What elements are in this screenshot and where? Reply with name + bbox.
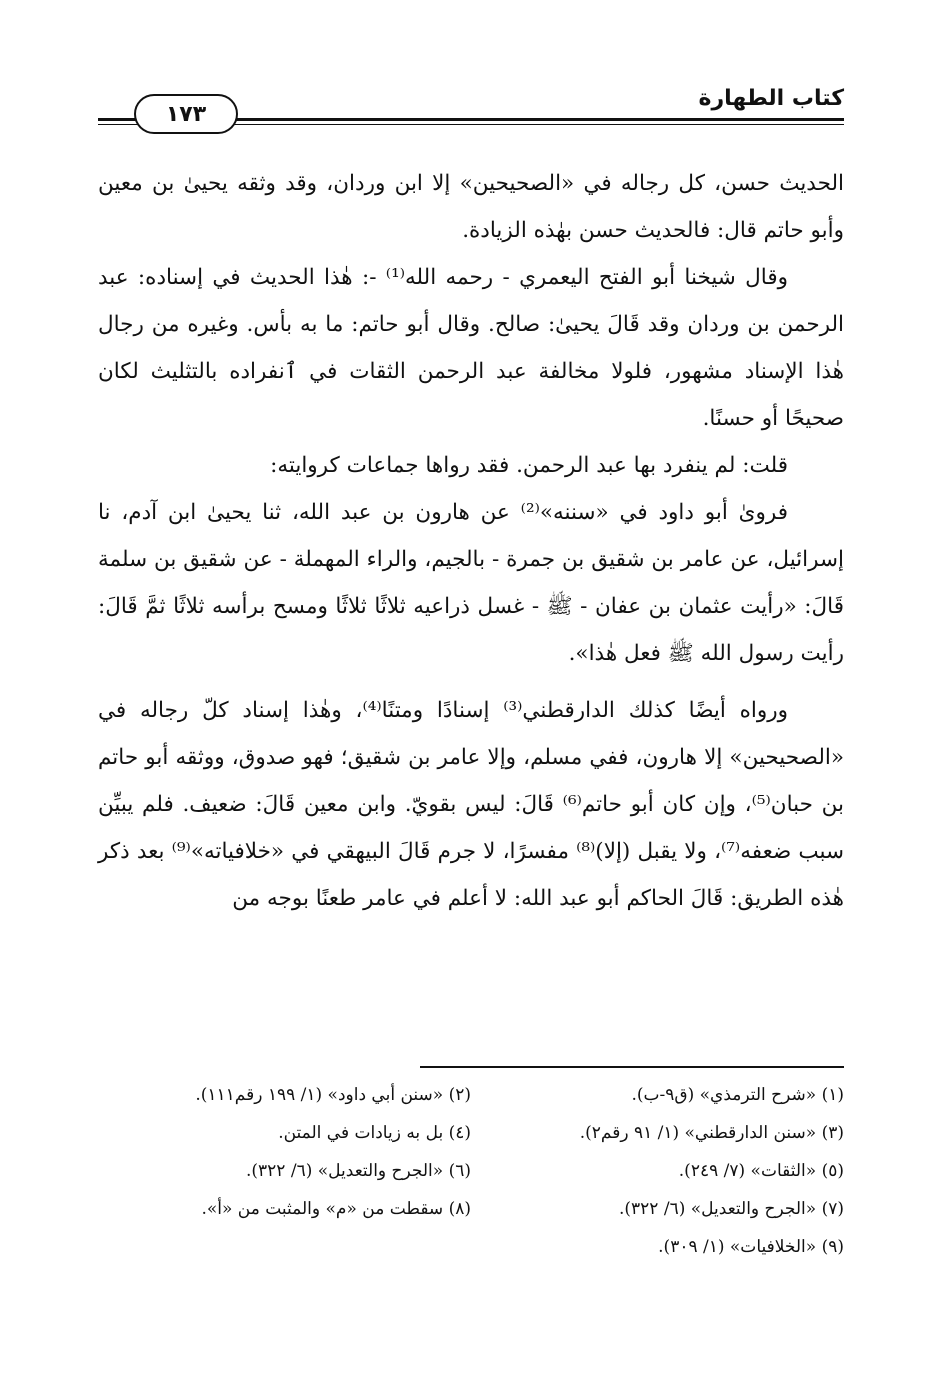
footnote-7: (٧) «الجرح والتعديل» (٦/ ٣٢٢). xyxy=(619,1199,844,1219)
footnotes xyxy=(98,1076,844,1266)
footnote-2: (٢) «سنن أبي داود» (١/ ١٩٩ رقم١١١). xyxy=(195,1085,471,1105)
paragraph: قلت: لم ينفرد بها عبد الرحمن. فقد رواها جماعات كروايته: xyxy=(270,453,788,478)
footnote-5: (٥) «الثقات» (٧/ ٢٤٩). xyxy=(678,1161,844,1181)
footnote-8: (٨) سقطت من «م» والمثبت من «أ». xyxy=(201,1199,471,1219)
footnote-row xyxy=(98,1152,844,1190)
footnote-1: (١) «شرح الترمذي» (ق٩-ب). xyxy=(631,1085,844,1105)
page-header xyxy=(98,82,844,132)
running-title: كتاب الطهارة xyxy=(698,86,844,111)
footnote-row xyxy=(98,1076,844,1114)
paragraph: فروىٰ أبو داود في «سننه»⁽²⁾ عن هارون بن عبد الله، ثنا يحيىٰ ابن آدم، نا إسرائيل، عن عامر بن شقيق بن جمرة - بالجيم، والراء المهملة - عن شقيق بن سلمة قَالَ: «رأيت عثمان بن عفان - ﷺ - غسل ذراعيه ثلاثًا ثلاثًا ومسح برأسه ثلاثًا ثمَّ قَالَ: رأيت رسول الله ﷺ فعل هٰذا». xyxy=(98,500,844,666)
paragraph: الحديث حسن، كل رجاله في «الصحيحين» إلا ابن وردان، وقد وثقه يحيىٰ بن معين وأبو حاتم قال: فالحديث حسن بهٰذه الزيادة. xyxy=(98,171,844,243)
footnote-row xyxy=(98,1114,844,1152)
footnote-row xyxy=(98,1190,844,1228)
footnote-separator xyxy=(420,1066,844,1068)
paragraph: وقال شيخنا أبو الفتح اليعمري - رحمه الله⁽¹⁾ -: هٰذا الحديث في إسناده: عبد الرحمن بن وردان وقد قَالَ يحيىٰ: صالح. وقال أبو حاتم: ما به بأس. وغيره من رجال هٰذا الإسناد مشهور، فلولا مخالفة عبد الرحمن الثقات في ٱنفراده بالتثليث لكان صحيحًا أو حسنًا. xyxy=(98,265,844,431)
main-text xyxy=(98,160,844,922)
footnote-row xyxy=(98,1228,844,1266)
page-number: ١٧٣ xyxy=(134,94,238,134)
footnote-4: (٤) بل به زيادات في المتن. xyxy=(278,1123,471,1143)
paragraph: ورواه أيضًا كذلك الدارقطني⁽³⁾ إسنادًا ومتنًا⁽⁴⁾، وهٰذا إسناد كلّ رجاله في «الصحيحين» إلا هارون، ففي مسلم، وإلا عامر بن شقيق؛ فهو صدوق، ووثقه أبو حاتم بن حبان⁽⁵⁾، وإن كان أبو حاتم⁽⁶⁾ قَالَ: ليس بقويّ. وابن معين قَالَ: ضعيف. فلم يبيِّن سبب ضعفه⁽⁷⁾، ولا يقبل (إلا)⁽⁸⁾ مفسرًا، لا جرم قَالَ البيهقي في «خلافياته»⁽⁹⁾ بعد ذكر هٰذه الطريق: قَالَ الحاكم أبو عبد الله: لا أعلم في عامر طعنًا بوجه من xyxy=(98,698,845,911)
footnote-empty xyxy=(98,1228,471,1266)
footnote-9: (٩) «الخلافيات» (١/ ٣٠٩). xyxy=(658,1237,844,1257)
footnote-3: (٣) «سنن الدارقطني» (١/ ٩١ رقم٢). xyxy=(579,1123,844,1143)
footnote-6: (٦) «الجرح والتعديل» (٦/ ٣٢٢). xyxy=(246,1161,471,1181)
